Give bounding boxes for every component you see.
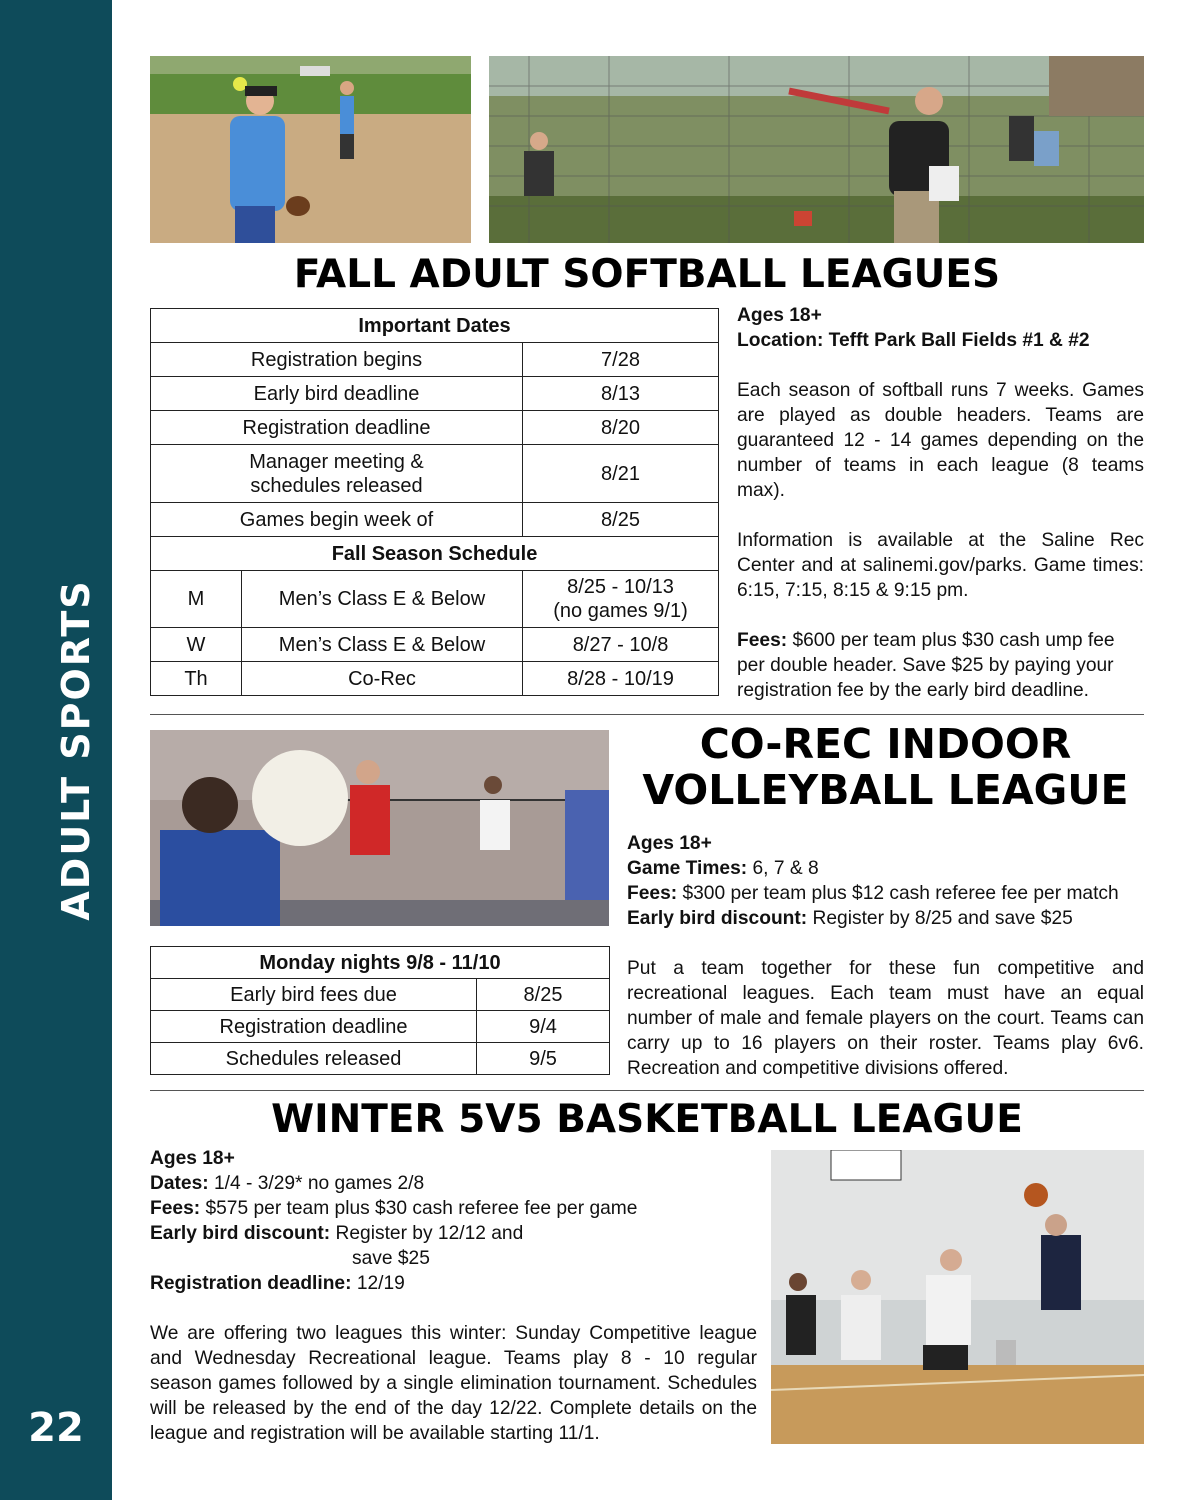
schedule-league: Co-Rec: [242, 662, 523, 696]
volleyball-title-line1: CO-REC INDOOR: [699, 720, 1072, 768]
section-label: ADULT SPORTS: [54, 579, 98, 921]
table-row: [151, 979, 610, 1011]
volleyball-title-line2: VOLLEYBALL LEAGUE: [642, 765, 1129, 814]
early-bird-value: Register by 8/25 and save $25: [807, 908, 1073, 929]
date-label: Registration deadline: [151, 411, 523, 445]
table-row: [151, 377, 719, 411]
schedule-dates-range: 8/25 - 10/13: [567, 576, 674, 598]
volleyball-ages: Ages 18+: [627, 833, 712, 854]
date-value: 9/5: [477, 1043, 610, 1075]
divider: [150, 1090, 1144, 1091]
early-bird-label: Early bird discount:: [627, 908, 808, 929]
volleyball-table-header: Monday nights 9/8 - 11/10: [151, 947, 610, 979]
table-row: [151, 1011, 610, 1043]
page-number: 22: [28, 1405, 84, 1451]
basketball-photo: [771, 1150, 1144, 1444]
date-label: Schedules released: [151, 1043, 477, 1075]
game-times-label: Game Times:: [627, 858, 748, 879]
fees-text: $600 per team plus $30 cash ump fee per double header. Save $25 by paying your registration fee by the early bird deadline.: [737, 630, 1115, 701]
date-label: Registration begins: [151, 343, 523, 377]
table-row: [151, 445, 719, 503]
basketball-fees: [150, 1196, 757, 1221]
early-bird-label: Early bird discount:: [150, 1223, 331, 1244]
volleyball-fees: [627, 881, 1144, 906]
volleyball-info: [627, 831, 1144, 1081]
divider: [150, 714, 1144, 715]
early-bird-value-line2: save $25: [352, 1248, 430, 1269]
table-row: [151, 662, 719, 696]
table-row: [151, 571, 719, 628]
sidebar: [0, 0, 112, 1500]
schedule-dates: 8/28 - 10/19: [523, 662, 719, 696]
schedule-league: Men’s Class E & Below: [242, 628, 523, 662]
game-times-value: 6, 7 & 8: [747, 858, 819, 879]
schedule-note: (no games 9/1): [553, 600, 688, 622]
softball-ages: Ages 18+: [737, 305, 822, 326]
schedule-day: W: [151, 628, 242, 662]
softball-batter-photo: [489, 56, 1144, 243]
date-value: 8/25: [523, 503, 719, 537]
table-row: [151, 628, 719, 662]
basketball-early-bird-cont: [150, 1246, 757, 1271]
basketball-ages: Ages 18+: [150, 1148, 235, 1169]
date-label: Games begin week of: [151, 503, 523, 537]
date-value: 8/21: [523, 445, 719, 503]
date-value: 9/4: [477, 1011, 610, 1043]
basketball-dates: [150, 1171, 757, 1196]
softball-description: Each season of softball runs 7 weeks. Games are played as double headers. Teams are guaranteed 12 - 14 games depending on the number of teams in each league (8 teams max).: [737, 380, 1144, 501]
basketball-reg-deadline: [150, 1271, 757, 1296]
softball-info: [737, 303, 1144, 703]
softball-dates-table: [150, 308, 719, 696]
table-row: [151, 411, 719, 445]
volleyball-game-times: [627, 856, 1144, 881]
fees-value: $300 per team plus $12 cash referee fee per match: [677, 883, 1119, 904]
basketball-info: [150, 1146, 757, 1446]
early-bird-value-line1: Register by 12/12 and: [330, 1223, 524, 1244]
reg-deadline-label: Registration deadline:: [150, 1273, 352, 1294]
softball-location: Location: Tefft Park Ball Fields #1 & #2: [737, 330, 1090, 351]
softball-info-paragraph: Information is available at the Saline Rec Center and at salinemi.gov/parks. Game times: 6:15, 7:15, 8:15 & 9:15 pm.: [737, 530, 1144, 601]
basketball-title: WINTER 5V5 BASKETBALL LEAGUE: [271, 1097, 1023, 1142]
volleyball-title: [627, 722, 1144, 814]
table-row: [151, 343, 719, 377]
date-value: 8/13: [523, 377, 719, 411]
dates-label: Dates:: [150, 1173, 209, 1194]
basketball-early-bird: [150, 1221, 757, 1246]
schedule-dates: [523, 571, 719, 628]
table-row: [151, 1043, 610, 1075]
dates-value: 1/4 - 3/29* no games 2/8: [208, 1173, 425, 1194]
schedule-day: Th: [151, 662, 242, 696]
date-value: 8/20: [523, 411, 719, 445]
softball-pitcher-photo: [150, 56, 471, 243]
volleyball-photo: [150, 730, 609, 926]
date-label: Manager meeting & schedules released: [151, 445, 523, 503]
date-label: Early bird deadline: [151, 377, 523, 411]
softball-title: FALL ADULT SOFTBALL LEAGUES: [293, 252, 1001, 297]
date-label: Registration deadline: [151, 1011, 477, 1043]
date-value: 7/28: [523, 343, 719, 377]
important-dates-header: Important Dates: [151, 309, 719, 343]
reg-deadline-value: 12/19: [351, 1273, 405, 1294]
date-value: 8/25: [477, 979, 610, 1011]
schedule-league: Men’s Class E & Below: [242, 571, 523, 628]
volleyball-dates-table: [150, 946, 610, 1075]
fees-label: Fees:: [627, 883, 678, 904]
fees-label: Fees:: [150, 1198, 201, 1219]
volleyball-description: Put a team together for these fun competitive and recreational leagues. Each team must have an equal number of male and female players on the court. Teams can carry up to 16 players on their roster. Teams play 6v6. Recreation and competitive divisions offered.: [627, 958, 1144, 1079]
basketball-description: We are offering two leagues this winter: Sunday Competitive league and Wednesday Recreational league. Teams play 8 - 10 regular season games followed by a single elimination tournament. Schedules will be released by the end of the day 12/22. Complete details on the league and registration will be available starting 11/1.: [150, 1323, 757, 1444]
table-row: [151, 503, 719, 537]
date-label: Early bird fees due: [151, 979, 477, 1011]
volleyball-early-bird: [627, 906, 1144, 931]
schedule-day: M: [151, 571, 242, 628]
fees-label: Fees:: [737, 630, 788, 651]
fall-schedule-header: Fall Season Schedule: [151, 537, 719, 571]
softball-fees: [737, 628, 1144, 703]
fees-value: $575 per team plus $30 cash referee fee per game: [200, 1198, 638, 1219]
schedule-dates: 8/27 - 10/8: [523, 628, 719, 662]
